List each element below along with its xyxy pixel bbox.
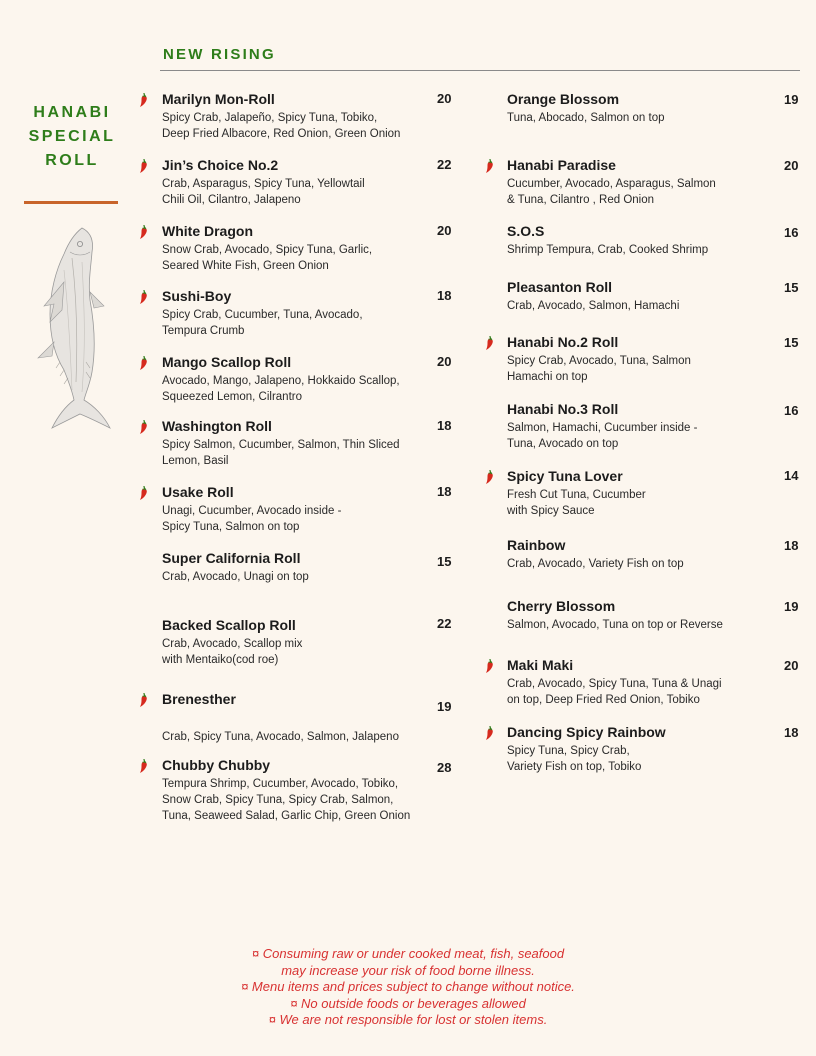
menu-item-description: Unagi, Cucumber, Avocado inside - xyxy=(162,505,342,517)
menu-item-description: Tempura Shrimp, Cucumber, Avocado, Tobiko, xyxy=(162,778,399,790)
menu-item-name: Usake Roll xyxy=(162,484,234,500)
menu-item-name: Hanabi No.3 Roll xyxy=(507,401,619,417)
chili-pepper-icon xyxy=(138,289,149,305)
side-title xyxy=(20,101,124,173)
notice-line: ¤ No outside foods or beverages allowed xyxy=(290,995,526,1011)
menu-item-price: 16 xyxy=(784,225,799,240)
menu-item-name: Washington Roll xyxy=(162,418,272,434)
menu-item-description: Spicy Salmon, Cucumber, Salmon, Thin Sliced xyxy=(162,439,400,451)
menu-item-description: Crab, Spicy Tuna, Avocado, Salmon, Jalapeno xyxy=(162,731,399,743)
menu-item-description: Tuna, Avocado on top xyxy=(507,438,619,450)
menu-item-price: 16 xyxy=(784,403,799,418)
menu-item-description: Variety Fish on top, Tobiko xyxy=(507,761,642,773)
menu-item-description: Hamachi on top xyxy=(507,371,588,383)
menu-item-price: 14 xyxy=(784,468,799,483)
menu-item-name: Cherry Blossom xyxy=(507,598,616,614)
menu-item-name: Chubby Chubby xyxy=(162,757,271,773)
menu-item-name: Hanabi Paradise xyxy=(507,157,616,173)
header-divider xyxy=(160,70,800,71)
menu-item-price: 18 xyxy=(784,538,799,553)
menu-item-price: 19 xyxy=(784,92,799,107)
menu-item-description: Tempura Crumb xyxy=(162,325,245,337)
side-title-line: SPECIAL xyxy=(28,128,116,145)
side-title-line: HANABI xyxy=(33,104,111,121)
menu-item-price: 18 xyxy=(437,418,452,433)
side-divider xyxy=(24,201,118,204)
menu-item-description: Salmon, Hamachi, Cucumber inside - xyxy=(507,422,698,434)
chili-pepper-icon xyxy=(484,725,495,741)
menu-item-description: Snow Crab, Avocado, Spicy Tuna, Garlic, xyxy=(162,244,373,256)
menu-item-description: Spicy Crab, Jalapeño, Spicy Tuna, Tobiko, xyxy=(162,112,378,124)
menu-item-description: Salmon, Avocado, Tuna on top or Reverse xyxy=(507,619,723,631)
menu-item-price: 22 xyxy=(437,616,452,631)
menu-item-price: 19 xyxy=(784,599,799,614)
menu-item-name: S.O.S xyxy=(507,223,545,239)
notice-line: ¤ Menu items and prices subject to change without notice. xyxy=(241,979,575,994)
menu-item-name: Rainbow xyxy=(507,537,566,553)
menu-item-description: Lemon, Basil xyxy=(162,455,229,467)
menu-item-name: Mango Scallop Roll xyxy=(162,354,292,370)
menu-item-description: Seared White Fish, Green Onion xyxy=(162,260,329,272)
chili-pepper-icon xyxy=(484,469,495,485)
chili-pepper-icon xyxy=(138,355,149,371)
menu-item-description: Squeezed Lemon, Cilrantro xyxy=(162,391,302,403)
notice-line: ¤ Consuming raw or under cooked meat, fish, seafood xyxy=(251,946,565,961)
menu-item-price: 20 xyxy=(437,91,452,106)
menu-item-description: Crab, Avocado, Scallop mix xyxy=(162,638,303,650)
menu-item-price: 15 xyxy=(437,554,452,569)
menu-item-name: White Dragon xyxy=(162,223,253,239)
menu-item-name: Brenesther xyxy=(162,691,236,707)
menu-item-description: Cucumber, Avocado, Asparagus, Salmon xyxy=(507,178,716,190)
notice-line: ¤ We are not responsible for lost or stolen items. xyxy=(268,1012,548,1027)
menu-item-description: Avocado, Mango, Jalapeno, Hokkaido Scallop, xyxy=(162,375,400,387)
menu-item-name: Sushi-Boy xyxy=(162,288,232,304)
chili-pepper-icon xyxy=(138,419,149,435)
menu-item-description: Spicy Crab, Avocado, Tuna, Salmon xyxy=(507,355,691,367)
menu-item-description: Crab, Avocado, Variety Fish on top xyxy=(507,558,684,570)
chili-pepper-icon xyxy=(138,92,149,108)
menu-item-description: Spicy Crab, Cucumber, Tuna, Avocado, xyxy=(162,309,363,321)
menu-item-name: Orange Blossom xyxy=(507,91,620,107)
menu-item-price: 18 xyxy=(437,484,452,499)
chili-pepper-icon xyxy=(138,692,149,708)
menu-item-name: Jin’s Choice No.2 xyxy=(162,157,279,173)
chili-pepper-icon xyxy=(138,158,149,174)
chili-pepper-icon xyxy=(484,335,495,351)
chili-pepper-icon xyxy=(484,158,495,174)
menu-item-description: Crab, Asparagus, Spicy Tuna, Yellowtail xyxy=(162,178,365,190)
menu-item-description: Crab, Avocado, Spicy Tuna, Tuna & Unagi xyxy=(507,678,722,690)
notice-line: may increase your risk of food borne illness. xyxy=(281,962,535,978)
menu-item-price: 20 xyxy=(437,223,452,238)
side-title-line: ROLL xyxy=(45,152,99,169)
chili-pepper-icon xyxy=(484,658,495,674)
menu-item-name: Backed Scallop Roll xyxy=(162,617,296,633)
menu-item-description: Fresh Cut Tuna, Cucumber xyxy=(507,489,646,501)
menu-item-price: 18 xyxy=(437,288,452,303)
menu-item-description: on top, Deep Fried Red Onion, Tobiko xyxy=(507,694,700,706)
chili-pepper-icon xyxy=(138,758,149,774)
notices xyxy=(0,946,816,1029)
menu-item-description: Spicy Tuna, Salmon on top xyxy=(162,521,300,533)
menu-item-name: Marilyn Mon-Roll xyxy=(162,91,275,107)
menu-item-price: 18 xyxy=(784,725,799,740)
menu-item-price: 20 xyxy=(784,158,799,173)
menu-item-price: 28 xyxy=(437,760,452,775)
menu-item-description: Tuna, Seaweed Salad, Garlic Chip, Green Onion xyxy=(162,810,411,822)
menu-item-price: 22 xyxy=(437,157,452,172)
chili-pepper-icon xyxy=(138,485,149,501)
menu-item-name: Pleasanton Roll xyxy=(507,279,613,295)
menu-item-name: Dancing Spicy Rainbow xyxy=(507,724,666,740)
menu-item-description: Crab, Avocado, Salmon, Hamachi xyxy=(507,300,680,312)
menu-item-price: 20 xyxy=(784,658,799,673)
menu-item-price: 15 xyxy=(784,280,799,295)
menu-item-description: Shrimp Tempura, Crab, Cooked Shrimp xyxy=(507,244,709,256)
menu-item-name: Maki Maki xyxy=(507,657,574,673)
menu-item-description: & Tuna, Cilantro , Red Onion xyxy=(507,194,655,206)
menu-item-description: with Mentaiko(cod roe) xyxy=(162,654,279,666)
menu-item-description: Chili Oil, Cilantro, Jalapeno xyxy=(162,194,301,206)
menu-item-price: 19 xyxy=(437,699,452,714)
menu-item-name: Spicy Tuna Lover xyxy=(507,468,623,484)
menu-item-description: Tuna, Abocado, Salmon on top xyxy=(507,112,665,124)
menu-item-name: Hanabi No.2 Roll xyxy=(507,334,619,350)
menu-item-description: Spicy Tuna, Spicy Crab, xyxy=(507,745,630,757)
menu-item-description: Snow Crab, Spicy Tuna, Spicy Crab, Salmon, xyxy=(162,794,394,806)
menu-item-description: Deep Fried Albacore, Red Onion, Green Onion xyxy=(162,128,401,140)
menu-item-price: 15 xyxy=(784,335,799,350)
menu-item-description: with Spicy Sauce xyxy=(507,505,595,517)
chili-pepper-icon xyxy=(138,224,149,240)
tuna-fish-illustration xyxy=(24,222,112,430)
menu-item-name: Super California Roll xyxy=(162,550,301,566)
menu-section-header: NEW RISING xyxy=(163,46,276,63)
menu-item-price: 20 xyxy=(437,354,452,369)
menu-item-description: Crab, Avocado, Unagi on top xyxy=(162,571,309,583)
